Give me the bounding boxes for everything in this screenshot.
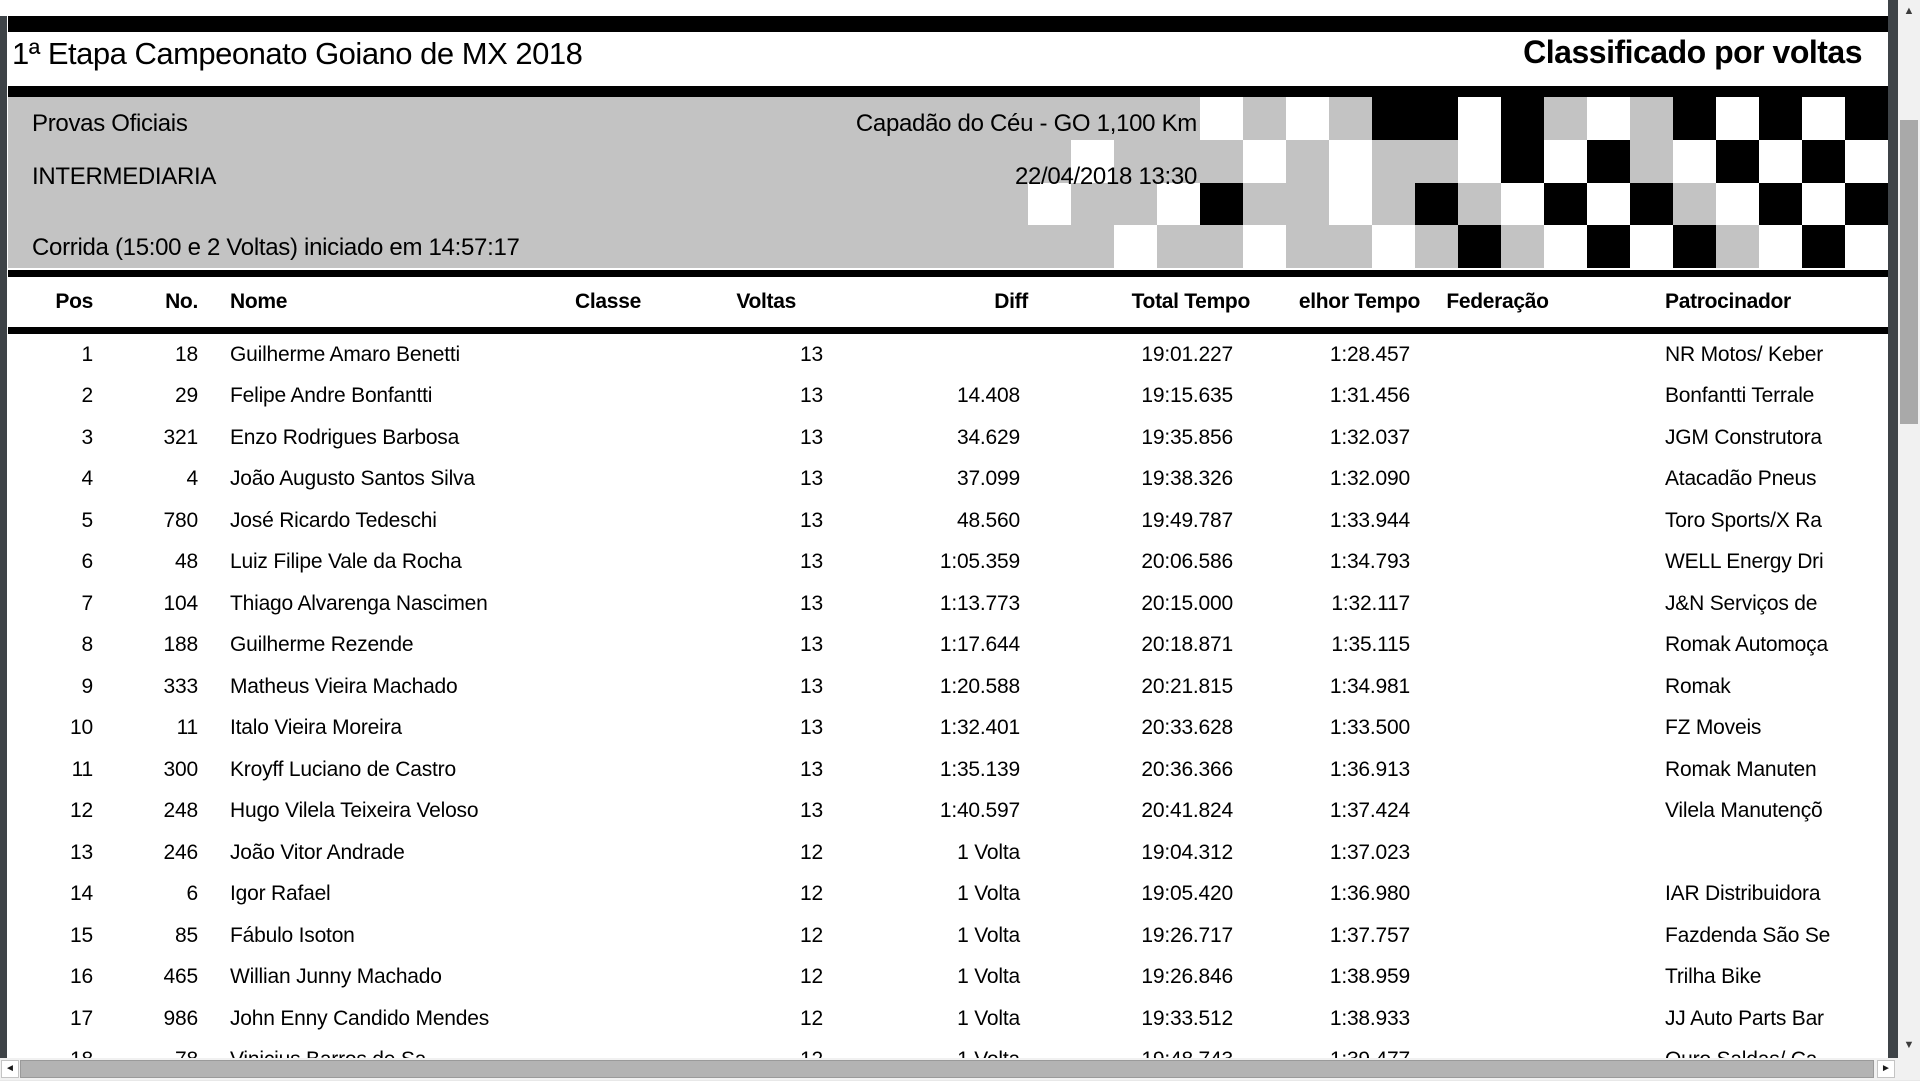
cell-melhor-tempo: 1:37.023 — [1250, 832, 1420, 874]
cell-pos: 11 — [8, 749, 101, 791]
checker-cell — [1587, 97, 1630, 140]
cell-classe — [553, 832, 663, 874]
checker-cell — [1587, 183, 1630, 226]
column-header-melhor-tempo: elhor Tempo — [1250, 274, 1420, 331]
cell-voltas: 13 — [663, 666, 823, 708]
cell-melhor-tempo: 1:32.117 — [1250, 583, 1420, 625]
cell-melhor-tempo: 1:34.793 — [1250, 542, 1420, 584]
cell-federacao — [1420, 749, 1575, 791]
cell-federacao — [1420, 583, 1575, 625]
cell-pos: 4 — [8, 459, 101, 501]
cell-melhor-tempo: 1:35.115 — [1250, 625, 1420, 667]
cell-total-tempo: 19:38.326 — [1028, 459, 1250, 501]
cell-classe — [553, 708, 663, 750]
checker-cell — [1372, 97, 1415, 140]
vertical-scrollbar-thumb[interactable] — [1900, 120, 1918, 424]
cell-no: 48 — [101, 542, 198, 584]
table-row — [8, 459, 1888, 501]
checker-cell — [1157, 225, 1200, 268]
cell-voltas: 12 — [663, 874, 823, 916]
cell-melhor-tempo: 1:32.090 — [1250, 459, 1420, 501]
scrollbar-corner — [1898, 1058, 1920, 1080]
cell-classe — [553, 998, 663, 1040]
checker-cell — [1286, 183, 1329, 226]
cell-federacao — [1420, 998, 1575, 1040]
table-row — [8, 957, 1888, 999]
cell-federacao — [1420, 832, 1575, 874]
checker-cell — [1544, 97, 1587, 140]
column-header-pos: Pos — [8, 274, 101, 331]
cell-nome: Igor Rafael — [198, 874, 553, 916]
checker-cell — [1501, 140, 1544, 183]
cell-nome: Willian Junny Machado — [198, 957, 553, 999]
cell-classe — [553, 749, 663, 791]
cell-diff: 1 Volta — [823, 832, 1028, 874]
event-location: Capadão do Céu - GO 1,100 Km — [856, 110, 1197, 138]
cell-federacao — [1420, 376, 1575, 418]
checker-cell — [1759, 183, 1802, 226]
cell-classe — [553, 874, 663, 916]
report-title: 1ª Etapa Campeonato Goiano de MX 2018 — [12, 36, 582, 72]
cell-nome: Hugo Vilela Teixeira Veloso — [198, 791, 553, 833]
cell-melhor-tempo: 1:28.457 — [1250, 331, 1420, 376]
cell-federacao — [1420, 874, 1575, 916]
cell-diff: 14.408 — [823, 376, 1028, 418]
checker-cell — [1372, 140, 1415, 183]
cell-nome: Enzo Rodrigues Barbosa — [198, 417, 553, 459]
cell-patrocinador: Trilha Bike — [1575, 957, 1888, 999]
cell-no: 780 — [101, 500, 198, 542]
cell-voltas: 12 — [663, 915, 823, 957]
column-header-nome: Nome — [198, 274, 553, 331]
cell-voltas: 13 — [663, 376, 823, 418]
checker-cell — [1286, 225, 1329, 268]
cell-voltas: 12 — [663, 957, 823, 999]
title-divider-band — [8, 86, 1888, 97]
cell-voltas: 13 — [663, 459, 823, 501]
checker-cell — [1501, 225, 1544, 268]
checker-cell — [1673, 183, 1716, 226]
cell-diff: 1:40.597 — [823, 791, 1028, 833]
checker-cell — [1673, 97, 1716, 140]
cell-total-tempo: 20:41.824 — [1028, 791, 1250, 833]
cell-nome: Luiz Filipe Vale da Rocha — [198, 542, 553, 584]
checker-cell — [1200, 225, 1243, 268]
cell-classe — [553, 957, 663, 999]
checker-cell — [1243, 97, 1286, 140]
cell-melhor-tempo: 1:34.981 — [1250, 666, 1420, 708]
checker-cell — [1243, 183, 1286, 226]
cell-nome: Italo Vieira Moreira — [198, 708, 553, 750]
cell-diff: 1:20.588 — [823, 666, 1028, 708]
column-header-no: No. — [101, 274, 198, 331]
cell-patrocinador: Fazdenda São Se — [1575, 915, 1888, 957]
checker-cell — [1630, 97, 1673, 140]
cell-diff: 1:35.139 — [823, 749, 1028, 791]
cell-federacao — [1420, 915, 1575, 957]
top-black-band — [8, 16, 1888, 32]
cell-pos: 2 — [8, 376, 101, 418]
cell-classe — [553, 459, 663, 501]
cell-nome: John Enny Candido Mendes — [198, 998, 553, 1040]
checker-cell — [1630, 225, 1673, 268]
cell-melhor-tempo: 1:37.757 — [1250, 915, 1420, 957]
cell-no: 248 — [101, 791, 198, 833]
cell-total-tempo: 19:26.846 — [1028, 957, 1250, 999]
cell-federacao — [1420, 708, 1575, 750]
cell-classe — [553, 500, 663, 542]
cell-diff: 48.560 — [823, 500, 1028, 542]
cell-nome: José Ricardo Tedeschi — [198, 500, 553, 542]
checker-cell — [1845, 97, 1888, 140]
cell-voltas: 12 — [663, 832, 823, 874]
event-name: Provas Oficiais — [32, 110, 188, 138]
cell-melhor-tempo: 1:33.500 — [1250, 708, 1420, 750]
cell-diff: 1 Volta — [823, 874, 1028, 916]
checker-cell — [1716, 183, 1759, 226]
cell-no: 11 — [101, 708, 198, 750]
cell-federacao — [1420, 331, 1575, 376]
cell-nome: Thiago Alvarenga Nascimen — [198, 583, 553, 625]
category-name: INTERMEDIARIA — [32, 163, 216, 191]
cell-diff: 37.099 — [823, 459, 1028, 501]
horizontal-scrollbar[interactable] — [0, 1058, 1898, 1080]
checker-cell — [1028, 225, 1071, 268]
table-row — [8, 791, 1888, 833]
cell-patrocinador: NR Motos/ Keber — [1575, 331, 1888, 376]
cell-patrocinador: Bonfantti Terrale — [1575, 376, 1888, 418]
cell-no: 18 — [101, 331, 198, 376]
checker-cell — [1458, 140, 1501, 183]
cell-melhor-tempo: 1:37.424 — [1250, 791, 1420, 833]
cell-classe — [553, 331, 663, 376]
checker-cell — [1372, 183, 1415, 226]
cell-pos: 15 — [8, 915, 101, 957]
cell-total-tempo: 20:21.815 — [1028, 666, 1250, 708]
cell-pos: 8 — [8, 625, 101, 667]
checker-cell — [1458, 183, 1501, 226]
cell-pos: 6 — [8, 542, 101, 584]
cell-classe — [553, 915, 663, 957]
vertical-scrollbar[interactable] — [1898, 0, 1920, 1058]
checker-cell — [1415, 140, 1458, 183]
checker-cell — [1587, 140, 1630, 183]
table-row — [8, 331, 1888, 376]
checker-cell — [1544, 183, 1587, 226]
page-left-border — [0, 16, 7, 1058]
cell-pos: 10 — [8, 708, 101, 750]
horizontal-scrollbar-thumb[interactable] — [20, 1060, 1874, 1078]
results-table — [8, 270, 1888, 1081]
cell-diff: 1:17.644 — [823, 625, 1028, 667]
cell-total-tempo: 20:18.871 — [1028, 625, 1250, 667]
checker-cell — [1716, 97, 1759, 140]
cell-diff: 34.629 — [823, 417, 1028, 459]
cell-voltas: 13 — [663, 417, 823, 459]
cell-nome: João Augusto Santos Silva — [198, 459, 553, 501]
cell-nome: Kroyff Luciano de Castro — [198, 749, 553, 791]
cell-pos: 14 — [8, 874, 101, 916]
cell-nome: Fábulo Isoton — [198, 915, 553, 957]
cell-diff: 1 Volta — [823, 915, 1028, 957]
event-info-panel — [8, 97, 1888, 268]
cell-pos: 9 — [8, 666, 101, 708]
cell-pos: 1 — [8, 331, 101, 376]
cell-pos: 3 — [8, 417, 101, 459]
checker-cell — [1501, 183, 1544, 226]
cell-patrocinador: JGM Construtora — [1575, 417, 1888, 459]
column-header-federacao: Federação — [1420, 274, 1575, 331]
cell-nome: João Vitor Andrade — [198, 832, 553, 874]
cell-nome: Matheus Vieira Machado — [198, 666, 553, 708]
column-header-classe: Classe — [553, 274, 663, 331]
checker-cell — [1845, 183, 1888, 226]
event-datetime: 22/04/2018 13:30 — [1015, 163, 1197, 191]
cell-no: 986 — [101, 998, 198, 1040]
cell-pos: 16 — [8, 957, 101, 999]
cell-patrocinador — [1575, 832, 1888, 874]
checker-cell — [1329, 97, 1372, 140]
cell-total-tempo: 19:04.312 — [1028, 832, 1250, 874]
table-row — [8, 542, 1888, 584]
scroll-right-icon[interactable]: ► — [1877, 1060, 1895, 1078]
checker-cell — [1071, 225, 1114, 268]
cell-melhor-tempo: 1:38.959 — [1250, 957, 1420, 999]
table-row — [8, 708, 1888, 750]
cell-no: 85 — [101, 915, 198, 957]
checker-cell — [1845, 140, 1888, 183]
cell-patrocinador: WELL Energy Dri — [1575, 542, 1888, 584]
cell-voltas: 13 — [663, 708, 823, 750]
cell-no: 300 — [101, 749, 198, 791]
checker-cell — [1200, 97, 1243, 140]
checker-cell — [1759, 140, 1802, 183]
classification-title: Classificado por voltas — [1523, 34, 1862, 71]
cell-pos: 5 — [8, 500, 101, 542]
checker-cell — [1329, 140, 1372, 183]
checker-cell — [1802, 183, 1845, 226]
cell-pos: 13 — [8, 832, 101, 874]
cell-total-tempo: 19:49.787 — [1028, 500, 1250, 542]
cell-patrocinador: IAR Distribuidora — [1575, 874, 1888, 916]
scroll-down-icon[interactable]: ▼ — [1898, 1036, 1920, 1054]
checker-cell — [1716, 140, 1759, 183]
cell-melhor-tempo: 1:32.037 — [1250, 417, 1420, 459]
cell-patrocinador: JJ Auto Parts Bar — [1575, 998, 1888, 1040]
cell-diff: 1 Volta — [823, 957, 1028, 999]
checker-cell — [1802, 97, 1845, 140]
cell-patrocinador: FZ Moveis — [1575, 708, 1888, 750]
cell-no: 246 — [101, 832, 198, 874]
checker-cell — [1845, 225, 1888, 268]
cell-total-tempo: 19:15.635 — [1028, 376, 1250, 418]
cell-total-tempo: 19:35.856 — [1028, 417, 1250, 459]
checker-cell — [1243, 225, 1286, 268]
cell-pos: 12 — [8, 791, 101, 833]
cell-federacao — [1420, 542, 1575, 584]
cell-melhor-tempo: 1:31.456 — [1250, 376, 1420, 418]
cell-voltas: 13 — [663, 791, 823, 833]
cell-total-tempo: 19:05.420 — [1028, 874, 1250, 916]
column-header-diff: Diff — [823, 274, 1028, 331]
scroll-left-icon[interactable]: ◄ — [1, 1060, 19, 1078]
checker-cell — [1329, 225, 1372, 268]
cell-total-tempo: 19:01.227 — [1028, 331, 1250, 376]
cell-pos: 17 — [8, 998, 101, 1040]
cell-federacao — [1420, 666, 1575, 708]
cell-classe — [553, 376, 663, 418]
cell-melhor-tempo: 1:36.913 — [1250, 749, 1420, 791]
column-header-total-tempo: Total Tempo — [1028, 274, 1250, 331]
cell-nome: Guilherme Rezende — [198, 625, 553, 667]
cell-no: 4 — [101, 459, 198, 501]
cell-total-tempo: 20:36.366 — [1028, 749, 1250, 791]
cell-federacao — [1420, 625, 1575, 667]
cell-total-tempo: 20:15.000 — [1028, 583, 1250, 625]
checker-cell — [1716, 225, 1759, 268]
column-header-patrocinador: Patrocinador — [1575, 274, 1888, 331]
checker-cell — [1802, 140, 1845, 183]
cell-total-tempo: 20:33.628 — [1028, 708, 1250, 750]
cell-federacao — [1420, 500, 1575, 542]
cell-patrocinador: Romak — [1575, 666, 1888, 708]
table-row — [8, 749, 1888, 791]
cell-voltas: 13 — [663, 542, 823, 584]
checker-cell — [1544, 225, 1587, 268]
checker-cell — [1802, 225, 1845, 268]
scroll-up-icon[interactable]: ▲ — [1898, 2, 1920, 20]
checker-cell — [1458, 97, 1501, 140]
cell-total-tempo: 19:33.512 — [1028, 998, 1250, 1040]
checker-cell — [985, 225, 1028, 268]
table-row — [8, 417, 1888, 459]
checker-cell — [1286, 140, 1329, 183]
cell-pos: 7 — [8, 583, 101, 625]
checker-cell — [1501, 97, 1544, 140]
header-row — [8, 274, 1888, 331]
cell-melhor-tempo: 1:38.933 — [1250, 998, 1420, 1040]
table-row — [8, 832, 1888, 874]
cell-patrocinador: Toro Sports/X Ra — [1575, 500, 1888, 542]
results-body — [8, 331, 1888, 1081]
cell-voltas: 12 — [663, 998, 823, 1040]
cell-classe — [553, 417, 663, 459]
cell-voltas: 13 — [663, 500, 823, 542]
cell-melhor-tempo: 1:36.980 — [1250, 874, 1420, 916]
cell-diff: 1:32.401 — [823, 708, 1028, 750]
table-row — [8, 998, 1888, 1040]
cell-classe — [553, 791, 663, 833]
cell-nome: Felipe Andre Bonfantti — [198, 376, 553, 418]
checker-cell — [1243, 140, 1286, 183]
cell-classe — [553, 625, 663, 667]
cell-federacao — [1420, 791, 1575, 833]
race-info: Corrida (15:00 e 2 Voltas) iniciado em 14:57:17 — [32, 234, 520, 262]
cell-diff — [823, 331, 1028, 376]
column-header-voltas: Voltas — [663, 274, 823, 331]
table-row — [8, 583, 1888, 625]
cell-federacao — [1420, 957, 1575, 999]
cell-no: 321 — [101, 417, 198, 459]
cell-no: 104 — [101, 583, 198, 625]
checker-cell — [1200, 183, 1243, 226]
checker-cell — [1415, 183, 1458, 226]
cell-voltas: 13 — [663, 749, 823, 791]
cell-classe — [553, 666, 663, 708]
checker-cell — [1329, 183, 1372, 226]
checker-cell — [1759, 97, 1802, 140]
cell-melhor-tempo: 1:33.944 — [1250, 500, 1420, 542]
cell-voltas: 13 — [663, 625, 823, 667]
cell-no: 333 — [101, 666, 198, 708]
cell-patrocinador: Atacadão Pneus — [1575, 459, 1888, 501]
table-row — [8, 500, 1888, 542]
cell-classe — [553, 542, 663, 584]
cell-nome: Guilherme Amaro Benetti — [198, 331, 553, 376]
table-row — [8, 625, 1888, 667]
cell-voltas: 13 — [663, 583, 823, 625]
checker-cell — [1630, 183, 1673, 226]
checker-cell — [1415, 225, 1458, 268]
checker-cell — [1458, 225, 1501, 268]
checker-cell — [1372, 225, 1415, 268]
table-row — [8, 376, 1888, 418]
checker-cell — [1544, 140, 1587, 183]
table-row — [8, 666, 1888, 708]
checker-cell — [1673, 140, 1716, 183]
cell-no: 29 — [101, 376, 198, 418]
checker-cell — [1630, 140, 1673, 183]
checker-cell — [1673, 225, 1716, 268]
cell-classe — [553, 583, 663, 625]
cell-no: 188 — [101, 625, 198, 667]
cell-voltas: 13 — [663, 331, 823, 376]
checker-cell — [1200, 140, 1243, 183]
cell-diff: 1 Volta — [823, 998, 1028, 1040]
cell-total-tempo: 19:26.717 — [1028, 915, 1250, 957]
cell-no: 6 — [101, 874, 198, 916]
cell-diff: 1:05.359 — [823, 542, 1028, 584]
table-row — [8, 874, 1888, 916]
table-row — [8, 915, 1888, 957]
cell-total-tempo: 20:06.586 — [1028, 542, 1250, 584]
cell-no: 465 — [101, 957, 198, 999]
checker-cell — [1114, 225, 1157, 268]
checker-cell — [1415, 97, 1458, 140]
checker-cell — [1286, 97, 1329, 140]
cell-patrocinador: Romak Manuten — [1575, 749, 1888, 791]
cell-patrocinador: Romak Automoça — [1575, 625, 1888, 667]
cell-diff: 1:13.773 — [823, 583, 1028, 625]
checker-cell — [1587, 225, 1630, 268]
page-right-border — [1888, 0, 1898, 1058]
cell-patrocinador: Vilela Manutençõ — [1575, 791, 1888, 833]
cell-patrocinador: J&N Serviços de — [1575, 583, 1888, 625]
checker-cell — [1759, 225, 1802, 268]
cell-federacao — [1420, 417, 1575, 459]
cell-federacao — [1420, 459, 1575, 501]
